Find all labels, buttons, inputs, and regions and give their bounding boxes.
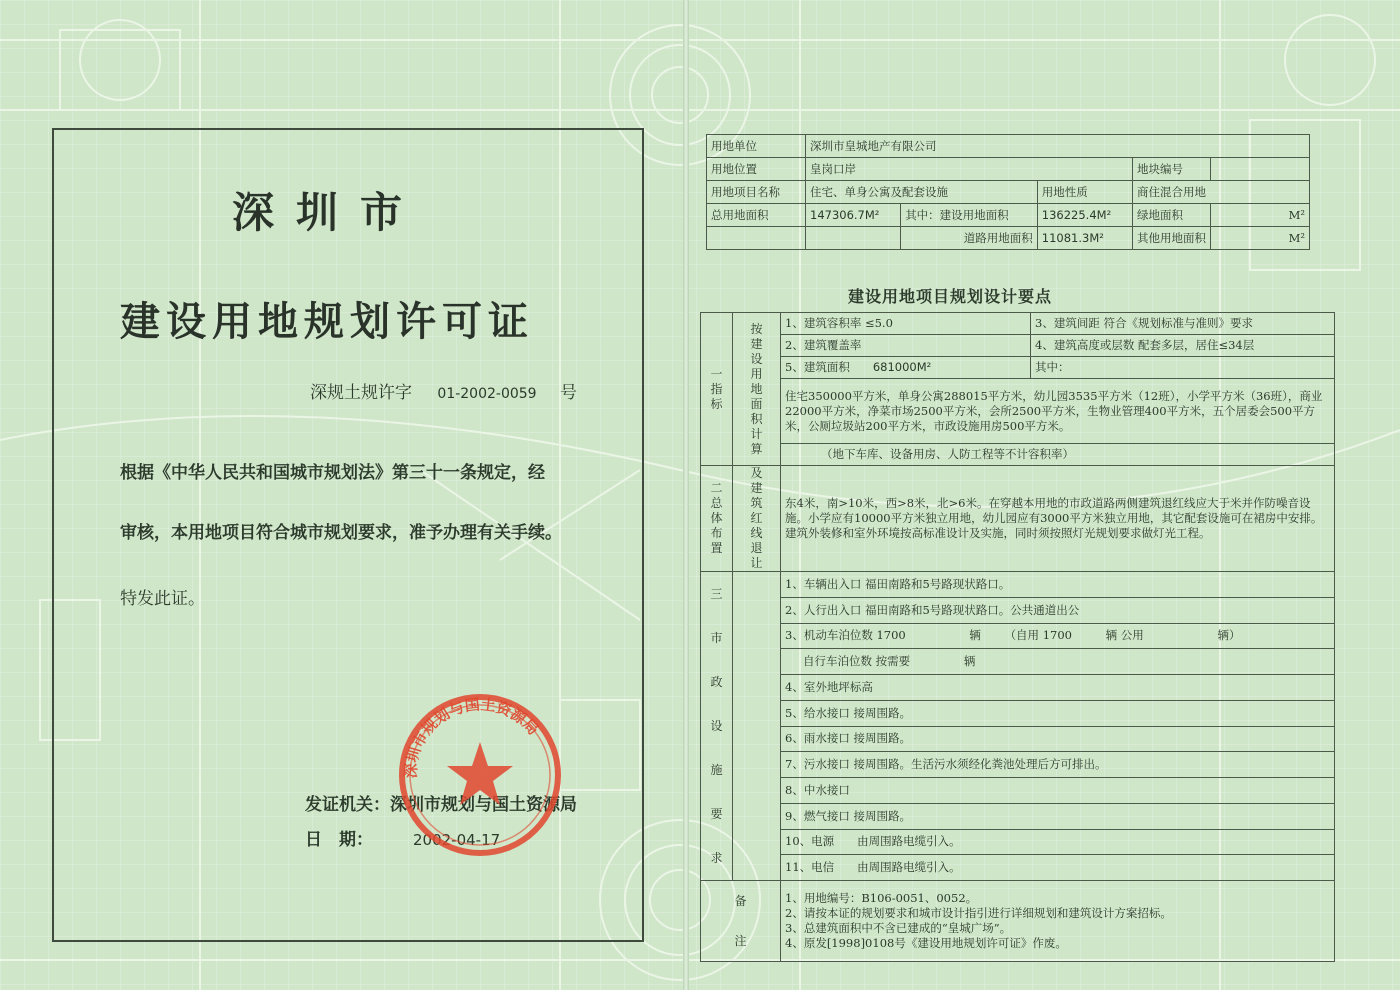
- req-5-note: （地下车库、设备用房、人防工程等不计容积率）: [781, 444, 1335, 466]
- municipal-1: 1、车辆出入口 福田南路和5号路现状路口。: [781, 572, 1335, 598]
- note-4: 4、原发[1998]0108号《建设用地规划许可证》作废。: [785, 936, 1067, 950]
- location-value: 皇岗口岸: [806, 158, 1133, 181]
- municipal-3-bike: 自行车泊位数 按需要: [803, 654, 911, 669]
- parcel-label: 地块编号: [1133, 158, 1211, 181]
- req-2a: 2、建筑覆盖率: [781, 335, 1031, 357]
- permit-prefix: 深规土规许字: [310, 383, 412, 403]
- permit-number-line: [310, 378, 577, 403]
- section-2-label: 二 总 体 布 置: [701, 466, 733, 572]
- body-line-1: 根据《中华人民共和国城市规划法》第三十一条规定，经: [120, 463, 545, 483]
- section-2-sub: 及 建 筑 红 线 退 让: [733, 466, 781, 572]
- project-label: 用地项目名称: [707, 181, 806, 204]
- page-fold: [683, 0, 689, 990]
- req-3-other: 其中：: [1031, 357, 1335, 379]
- section-1-sub: 按 建 设 用 地 面 积 计 算: [733, 313, 781, 466]
- req-6-detail: 东4米，南>10米，西>8米，北>6米。在穿越本用地的市政道路两侧建筑退红线应大于米并作防噪音设施。小学应有10000平方米独立用地，幼儿园应有3000平方米独立用地，其它配套设施可在裙房中安排。建筑外装修和室外环境按高标准设计及实施，同时须按照灯光规划要求做灯光工程。: [781, 466, 1335, 572]
- req-1a: 1、建筑容积率 ≤5.0: [781, 313, 1031, 335]
- date-label: 日 期：: [305, 830, 373, 850]
- permit-number: 01-2002-0059: [437, 386, 537, 402]
- road-area-label: 道路用地面积: [901, 227, 1038, 250]
- req-3-label: 5、建筑面积: [785, 360, 850, 374]
- green-area-label: 绿地面积: [1133, 204, 1211, 227]
- section-1-label: 一 指 标: [701, 313, 733, 466]
- seal-text: 深圳市规划与国土资源局: [401, 695, 543, 779]
- note-3: 3、总建筑面积中不含已建成的“皇城广场”。: [785, 921, 1012, 935]
- road-area-value: 11081.3M²: [1037, 227, 1132, 250]
- requirements-table: [700, 312, 1335, 962]
- date-value: 2002-04-17: [413, 831, 501, 849]
- municipal-10: 10、电源 由周围路电缆引入。: [781, 829, 1335, 855]
- municipal-3-bike-unit: 辆: [963, 654, 976, 669]
- req-3-value: 681000M²: [872, 360, 932, 374]
- municipal-3a: 3、机动车泊位数 1700: [785, 628, 906, 643]
- issuer-label: 发证机关：: [305, 795, 390, 815]
- other-area-unit: M²: [1211, 227, 1310, 250]
- municipal-3d: 辆 公用: [1105, 628, 1144, 643]
- nature-label: 用地性质: [1037, 181, 1132, 204]
- land-info-table: [706, 134, 1310, 250]
- body-line-2: 审核，本用地项目符合城市规划要求，准予办理有关手续。: [120, 523, 562, 543]
- issuer-value: 深圳市规划与国土资源局: [390, 795, 577, 815]
- parcel-value: [1211, 158, 1310, 181]
- municipal-4: 4、室外地坪标高: [781, 675, 1335, 701]
- other-area-label: 其他用地面积: [1133, 227, 1211, 250]
- req-2b: 4、建筑高度或层数 配套多层，居住≤34层: [1031, 335, 1335, 357]
- municipal-7: 7、污水接口 接周围路。生活污水须经化粪池处理后方可排出。: [781, 752, 1335, 778]
- certificate-title: 建设用地规划许可证: [120, 298, 534, 345]
- city-title: 深圳市: [232, 188, 425, 237]
- municipal-9: 9、燃气接口 接周围路。: [781, 803, 1335, 829]
- municipal-2: 2、人行出入口 福田南路和5号路现状路口。公共通道出公: [781, 597, 1335, 623]
- nature-value: 商住混合用地: [1133, 181, 1310, 204]
- body-line-3: 特发此证。: [120, 589, 205, 609]
- municipal-8: 8、中水接口: [781, 778, 1335, 804]
- requirements-title: 建设用地项目规划设计要点: [848, 287, 1053, 306]
- official-seal: [395, 690, 565, 860]
- municipal-5: 5、给水接口 接周围路。: [781, 700, 1335, 726]
- total-area-value: 147306.7M²: [806, 204, 901, 227]
- municipal-6: 6、雨水接口 接周围路。: [781, 726, 1335, 752]
- municipal-3e: 辆）: [1217, 628, 1241, 643]
- build-area-value: 136225.4M²: [1037, 204, 1132, 227]
- unit-value: 深圳市皇城地产有限公司: [806, 135, 1310, 158]
- location-label: 用地位置: [707, 158, 806, 181]
- total-area-label: 总用地面积: [707, 204, 806, 227]
- green-area-unit: M²: [1211, 204, 1310, 227]
- req-1b: 3、建筑间距 符合《规划标准与准则》要求: [1031, 313, 1335, 335]
- note-2: 2、请按本证的规划要求和城市设计指引进行详细规划和建筑设计方案招标。: [785, 906, 1172, 920]
- municipal-3b: 辆: [969, 628, 981, 643]
- municipal-3c: （自用 1700: [1004, 628, 1072, 643]
- project-value: 住宅、单身公寓及配套设施: [806, 181, 1038, 204]
- build-area-label: 其中：建设用地面积: [901, 204, 1038, 227]
- section-4-label: 备 注: [701, 881, 781, 962]
- section-3-label: 三 市 政 设 施 要 求: [701, 572, 733, 881]
- unit-label: 用地单位: [707, 135, 806, 158]
- note-1: 1、用地编号：B106-0051、0052。: [785, 891, 978, 905]
- municipal-11: 11、电信 由周围路电缆引入。: [781, 855, 1335, 881]
- req-4-detail: 住宅350000平方米，单身公寓288015平方米，幼儿园3535平方米（12班），小学平方米（36班），商业22000平方米，净菜市场2500平方米，会所2500平方米，生物业管理400平方米，五个居委会500平方米，公厕垃圾站200平方米，市政设施用房500平方米。: [781, 379, 1335, 444]
- permit-suffix: 号: [560, 383, 577, 403]
